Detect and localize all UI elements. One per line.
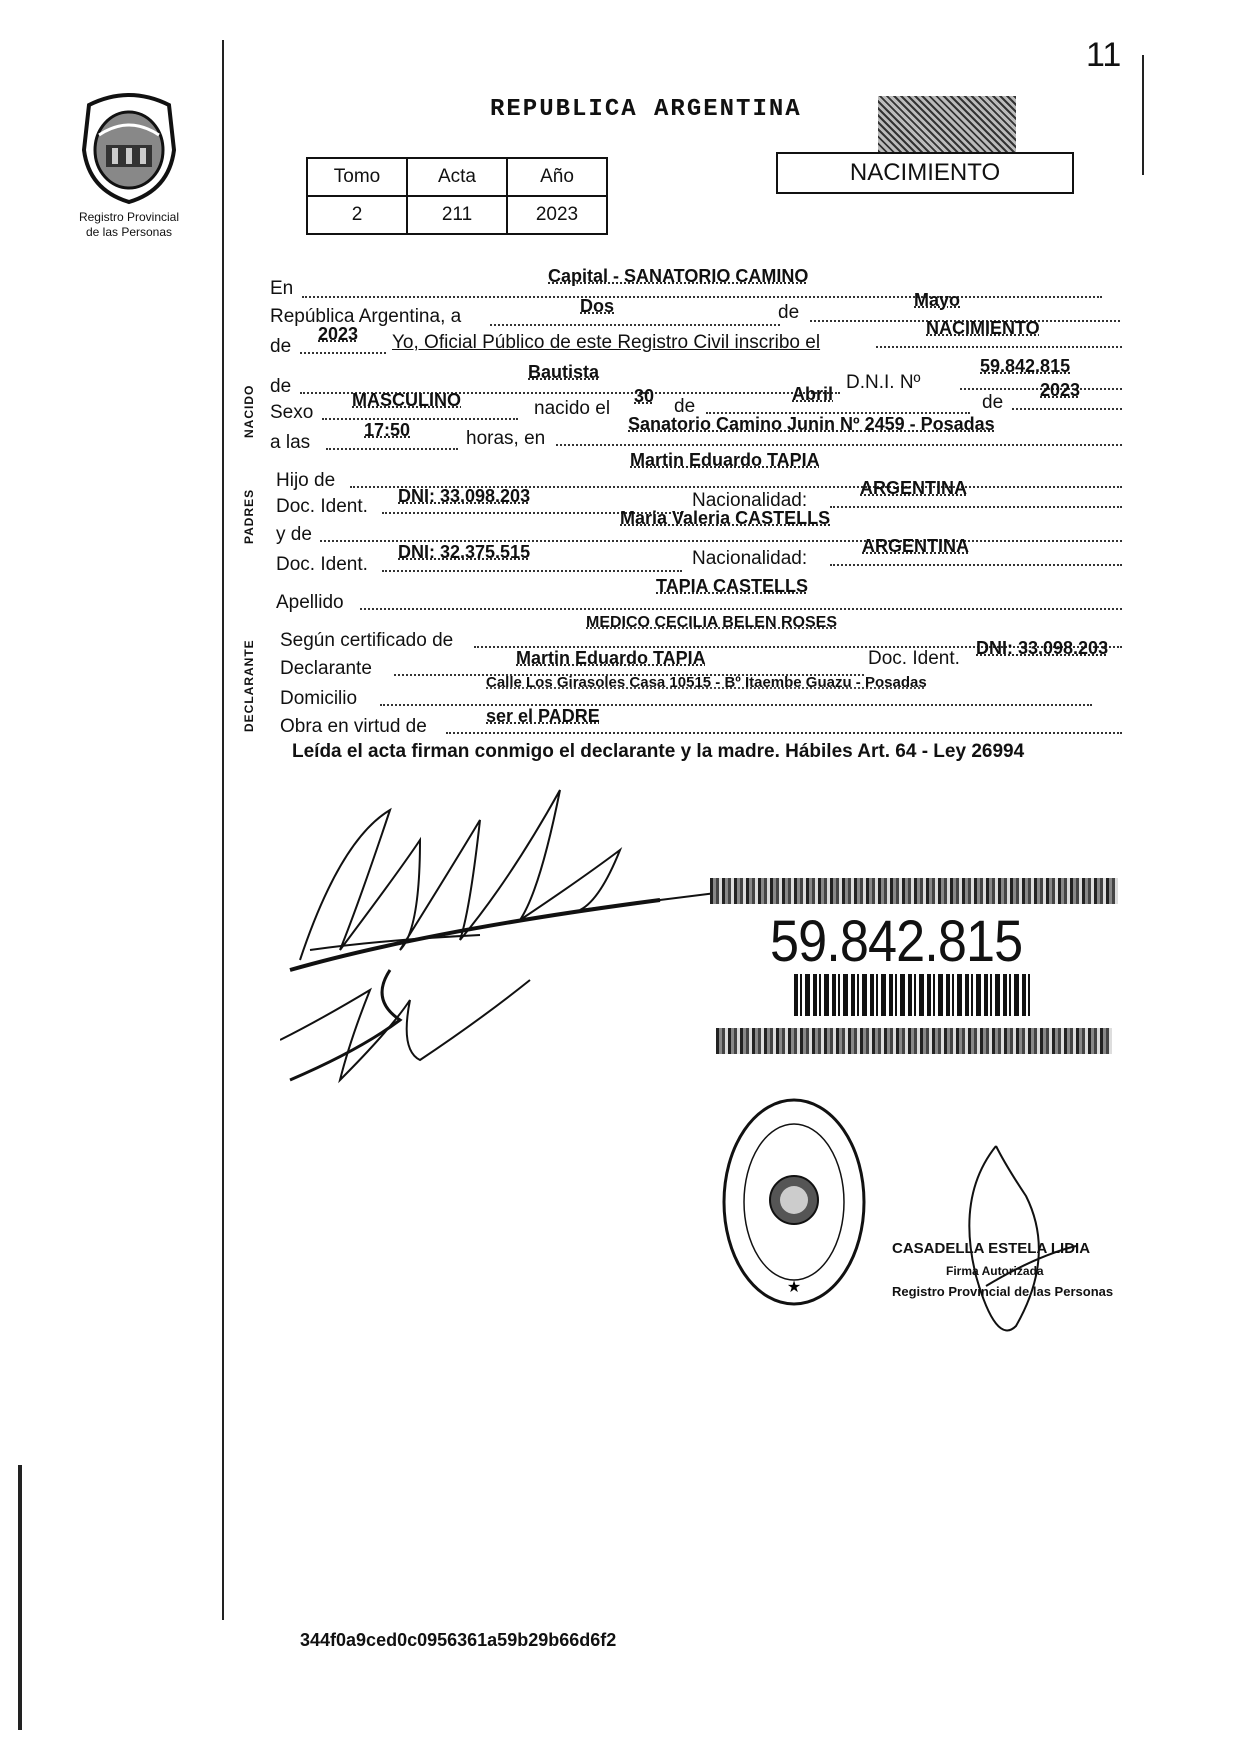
table-header-tomo: Tomo (307, 158, 407, 196)
dotted-line (830, 564, 1122, 566)
label-doc-ident-3: Doc. Ident. (868, 648, 960, 669)
label-republica: República Argentina, a (270, 306, 462, 327)
label-de4: de (674, 396, 696, 417)
value-dni: 59.842.815 (980, 356, 1071, 376)
label-nacido-el: nacido el (534, 398, 611, 419)
side-label-nacido: NACIDO (242, 384, 256, 438)
official-seal-icon (720, 1096, 868, 1308)
table-value-tomo: 2 (307, 196, 407, 234)
provincial-crest-icon (74, 90, 184, 205)
stamp-mark (878, 96, 1016, 152)
dotted-line (326, 448, 458, 450)
value-madre: Maria Valeria CASTELLS (620, 508, 831, 528)
label-declarante: Declarante (280, 658, 372, 679)
value-acto: NACIMIENTO (926, 318, 1040, 338)
document-hash: 344f0a9ced0c0956361a59b29b66d6f2 (300, 1630, 617, 1650)
label-obra: Obra en virtud de (280, 716, 427, 737)
table-header-anio: Año (507, 158, 607, 196)
label-yo-oficial: Yo, Oficial Público de este Registro Civil inscribo el (392, 332, 821, 353)
left-edge-line (18, 1465, 22, 1730)
label-en: En (270, 278, 294, 299)
value-declarante-doc: DNI: 33.098.203 (976, 638, 1109, 658)
dotted-line (382, 570, 682, 572)
label-de1: de (778, 302, 800, 323)
value-padre-nac: ARGENTINA (860, 478, 967, 498)
dotted-line (446, 732, 1122, 734)
page-title: REPUBLICA ARGENTINA (490, 96, 802, 123)
dotted-line (556, 444, 1122, 446)
sticker-border-bottom (716, 1028, 1112, 1054)
table-header-acta: Acta (407, 158, 507, 196)
registry-caption: Registro Provincial de las Personas (78, 210, 180, 239)
value-madre-doc: DNI: 32.375.515 (398, 542, 531, 562)
register-table (306, 157, 608, 235)
value-anio: 2023 (318, 324, 359, 344)
value-padre-doc: DNI: 33.098.203 (398, 486, 531, 506)
value-nombre: Bautista (528, 362, 600, 382)
value-hora: 17:50 (364, 420, 411, 440)
dotted-line (300, 352, 386, 354)
label-a-las: a las (270, 432, 311, 453)
left-margin-line (222, 40, 224, 1620)
value-mes: Mayo (914, 290, 961, 310)
dotted-line (876, 346, 1122, 348)
dotted-line (1012, 408, 1122, 410)
label-de3: de (270, 376, 292, 397)
value-nac-anio: 2023 (1040, 380, 1081, 400)
document-type-box: NACIMIENTO (776, 152, 1074, 194)
label-de2: de (270, 336, 292, 357)
page-number: 11 (1086, 36, 1122, 74)
value-declarante: Martin Eduardo TAPIA (516, 648, 706, 668)
svg-text:★: ★ (786, 1277, 802, 1296)
dotted-line (360, 608, 1122, 610)
value-sexo: MASCULINO (352, 390, 461, 410)
dotted-line (830, 506, 1122, 508)
value-lugar: Capital - SANATORIO CAMINO (548, 266, 809, 286)
value-padre: Martin Eduardo TAPIA (630, 450, 820, 470)
value-apellido: TAPIA CASTELLS (656, 576, 808, 596)
side-label-declarante: DECLARANTE (242, 639, 256, 732)
id-sticker-number: 59.842.815 (770, 909, 1023, 974)
value-nac-mes: Abril (792, 384, 834, 404)
label-hijo-de: Hijo de (276, 470, 336, 491)
value-obra: ser el PADRE (486, 706, 600, 726)
sticker-border-top (710, 878, 1118, 904)
closing-text: Leída el acta firman conmigo el declarante y la madre. Hábiles Art. 64 - Ley 26994 (292, 741, 1025, 762)
label-de5: de (982, 392, 1004, 413)
label-y-de: y de (276, 524, 312, 545)
value-nac-dia: 30 (634, 386, 655, 406)
label-domicilio: Domicilio (280, 688, 358, 709)
value-domicilio: Calle Los Girasoles Casa 10515 - Bº Itaembe Guazu - Posadas (486, 674, 927, 691)
value-dia: Dos (580, 296, 615, 316)
official-role: Firma Autorizada (946, 1264, 1044, 1278)
signature-declarante (280, 780, 740, 1100)
dotted-line (322, 418, 518, 420)
label-nacionalidad-2: Nacionalidad: (692, 548, 808, 569)
label-doc-ident-1: Doc. Ident. (276, 496, 368, 517)
value-lugar-nac: Sanatorio Camino Junin Nº 2459 - Posadas (628, 414, 995, 434)
label-nacionalidad-1: Nacionalidad: (692, 490, 808, 511)
dotted-line (490, 324, 780, 326)
right-margin-line (1142, 55, 1144, 175)
label-doc-ident-2: Doc. Ident. (276, 554, 368, 575)
value-madre-nac: ARGENTINA (862, 536, 969, 556)
barcode-icon (794, 974, 1032, 1016)
table-value-anio: 2023 (507, 196, 607, 234)
official-name: CASADELLA ESTELA LIDIA (892, 1240, 1091, 1257)
label-sexo: Sexo (270, 402, 314, 423)
label-segun: Según certificado de (280, 630, 454, 651)
label-dni: D.N.I. Nº (846, 372, 921, 393)
table-value-acta: 211 (407, 196, 507, 234)
dotted-line (302, 296, 1102, 298)
official-office: Registro Provincial de las Personas (892, 1284, 1114, 1299)
label-horas-en: horas, en (466, 428, 546, 449)
side-label-padres: PADRES (242, 488, 256, 544)
value-certificado: MEDICO CECILIA BELEN ROSES (586, 614, 837, 631)
label-apellido: Apellido (276, 592, 344, 613)
